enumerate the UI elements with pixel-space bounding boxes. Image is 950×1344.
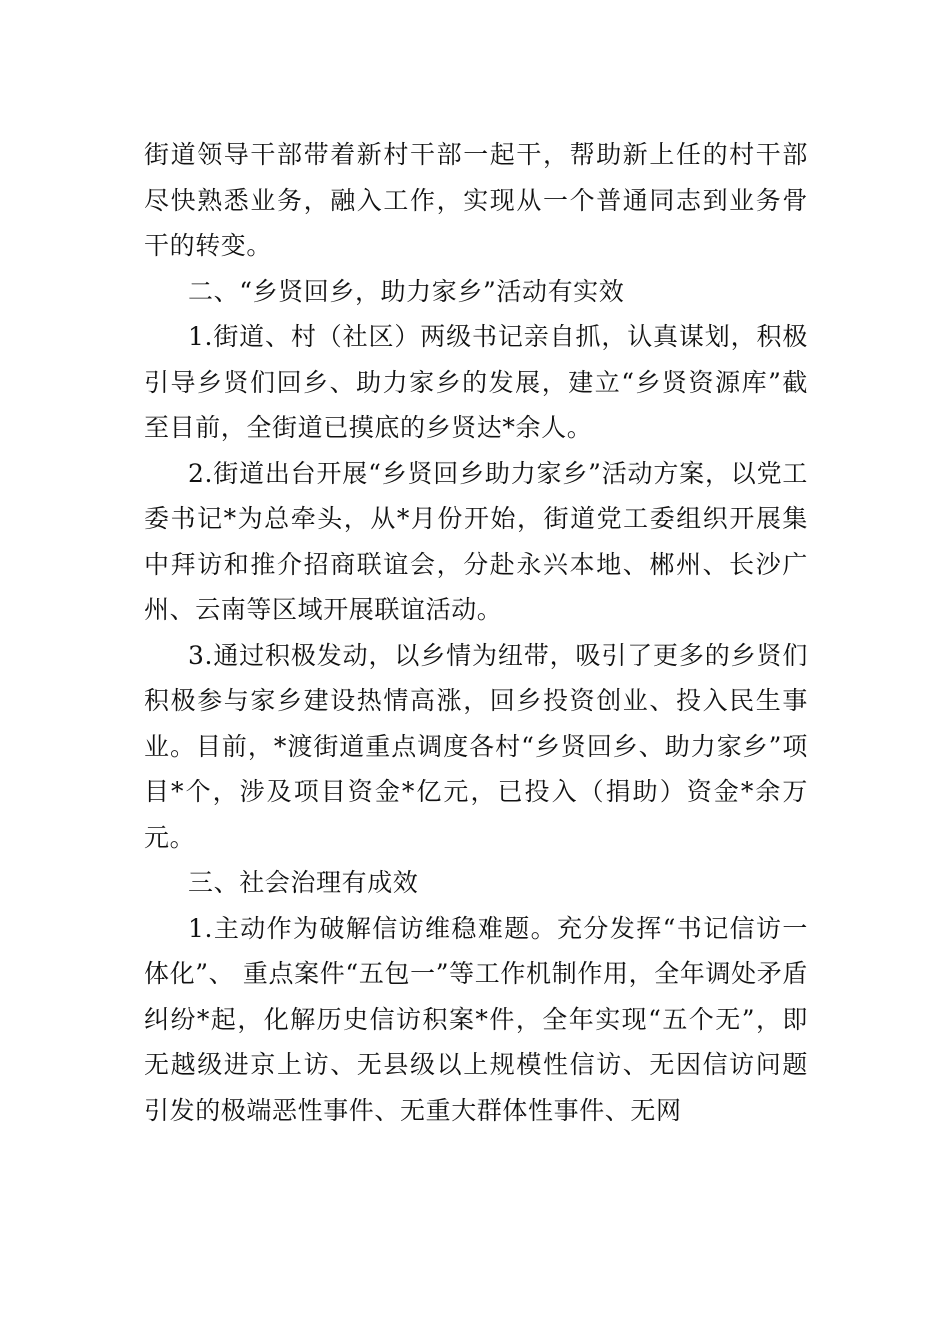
list-item: 3.通过积极发动，以乡情为纽带，吸引了更多的乡贤们积极参与家乡建设热情高涨，回乡投资创业、投入民生事业。目前，*渡街道重点调度各村“乡贤回乡、助力家乡”项目*个，涉及项目资金*亿元，已投入（捐助）资金*余万元。 [144, 640, 808, 852]
section-heading-two: 二、“乡贤回乡，助力家乡”活动有实效 [188, 276, 625, 306]
list-item: 2.街道出台开展“乡贤回乡助力家乡”活动方案，以党工委书记*为总牵头，从*月份开始，街道党工委组织开展集中拜访和推介招商联谊会，分赴永兴本地、郴州、长沙广州、云南等区域开展联谊活动。 [144, 458, 808, 624]
section-heading-three: 三、社会治理有成效 [188, 868, 419, 897]
list-item: 1.主动作为破解信访维稳难题。充分发挥“书记信访一体化”、 重点案件“五包一”等工作机制作用，全年调处矛盾纠纷*起，化解历史信访积案*件，全年实现“五个无”，即无越级进京上访、无县级以上规模性信访、无因信访问题引发的极端恶性事件、无重大群体性事件、无网 [144, 913, 808, 1125]
document-body [144, 132, 808, 1133]
paragraph-continuation: 街道领导干部带着新村干部一起干，帮助新上任的村干部尽快熟悉业务，融入工作，实现从一个普通同志到业务骨干的转变。 [144, 140, 808, 260]
list-item: 1.街道、村（社区）两级书记亲自抓，认真谋划，积极引导乡贤们回乡、助力家乡的发展，建立“乡贤资源库”截至目前，全街道已摸底的乡贤达*余人。 [144, 322, 808, 442]
